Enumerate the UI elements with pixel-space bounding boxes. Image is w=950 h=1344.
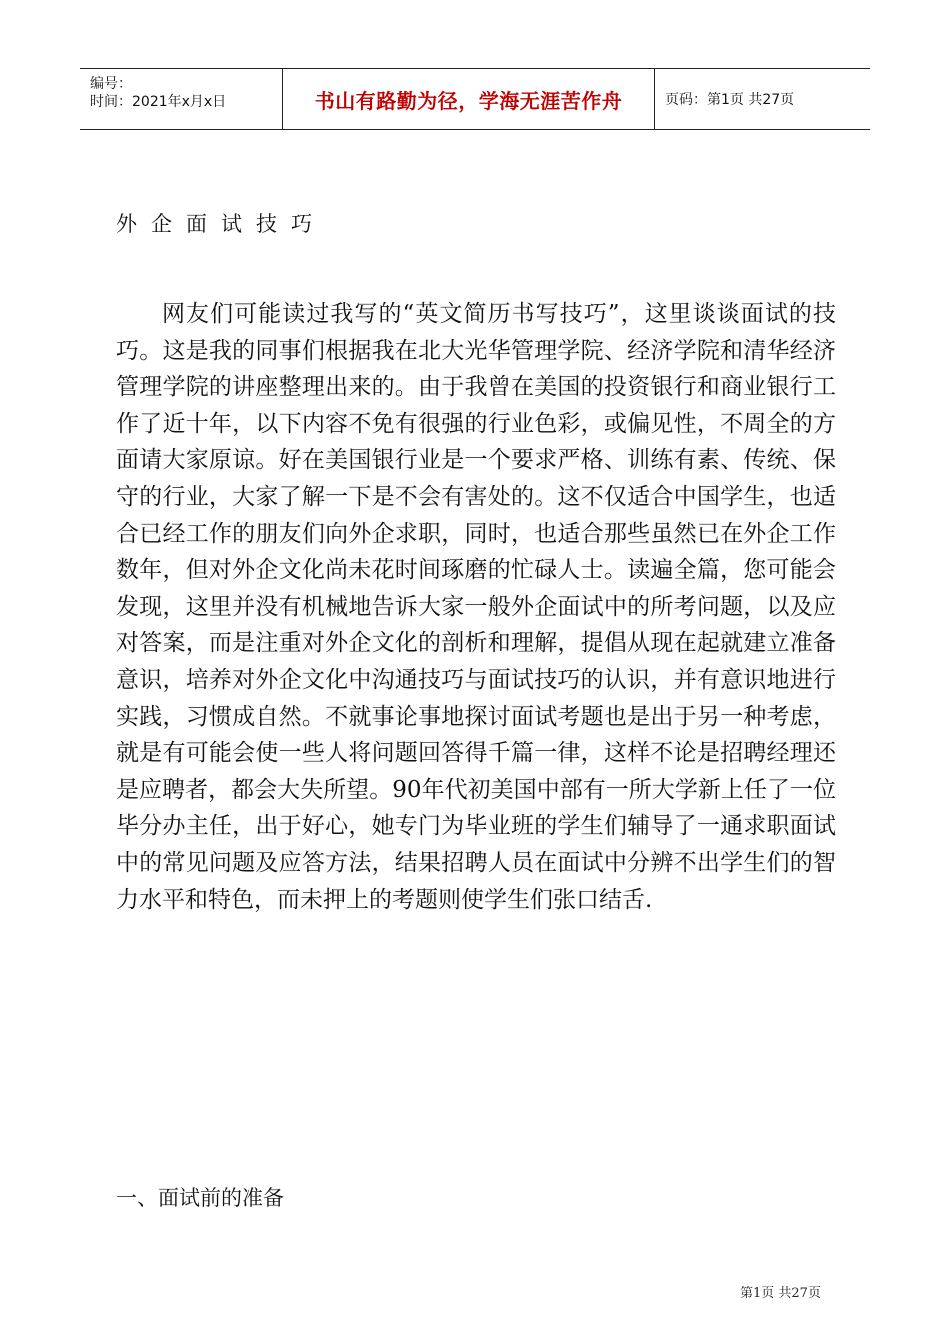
header-meta: [80, 69, 283, 129]
header-page-info: 页码：第1页 共27页: [665, 92, 795, 108]
body-text: [116, 296, 836, 918]
page-header: [80, 68, 870, 130]
document-number-label: 编号：: [90, 76, 132, 92]
footer-page-info: 第1页 共27页: [740, 1286, 821, 1301]
document-time: 时间：2021年x月x日: [90, 94, 227, 110]
document-title: 外企面试技巧: [116, 212, 326, 236]
header-motto: 书山有路勤为径，学海无涯苦作舟: [283, 69, 655, 129]
body-paragraph: 网友们可能读过我写的“英文简历书写技巧”，这里谈谈面试的技巧。这是我的同事们根据我在北大光华管理学院、经济学院和清华经济管理学院的讲座整理出来的。由于我曾在美国的投资银行和商业银行工作了近十年，以下内容不免有很强的行业色彩，或偏见性，不周全的方面请大家原谅。好在美国银行业是一个要求严格、训练有素、传统、保守的行业，大家了解一下是不会有害处的。这不仅适合中国学生，也适合已经工作的朋友们向外企求职，同时，也适合那些虽然已在外企工作数年，但对外企文化尚未花时间琢磨的忙碌人士。读遍全篇，您可能会发现，这里并没有机械地告诉大家一般外企面试中的所考问题，以及应对答案，而是注重对外企文化的剖析和理解，提倡从现在起就建立准备意识，培养对外企文化中沟通技巧与面试技巧的认识，并有意识地进行实践，习惯成自然。不就事论事地探讨面试考题也是出于另一种考虑，就是有可能会使一些人将问题回答得千篇一律，这样不论是招聘经理还是应聘者，都会大失所望。90年代初美国中部有一所大学新上任了一位毕分办主任，出于好心，她专门为毕业班的学生们辅导了一通求职面试中的常见问题及应答方法，结果招聘人员在面试中分辨不出学生们的智力水平和特色，而未押上的考题则使学生们张口结舌.: [116, 301, 836, 913]
section-heading: 一、面试前的准备: [116, 1186, 284, 1210]
